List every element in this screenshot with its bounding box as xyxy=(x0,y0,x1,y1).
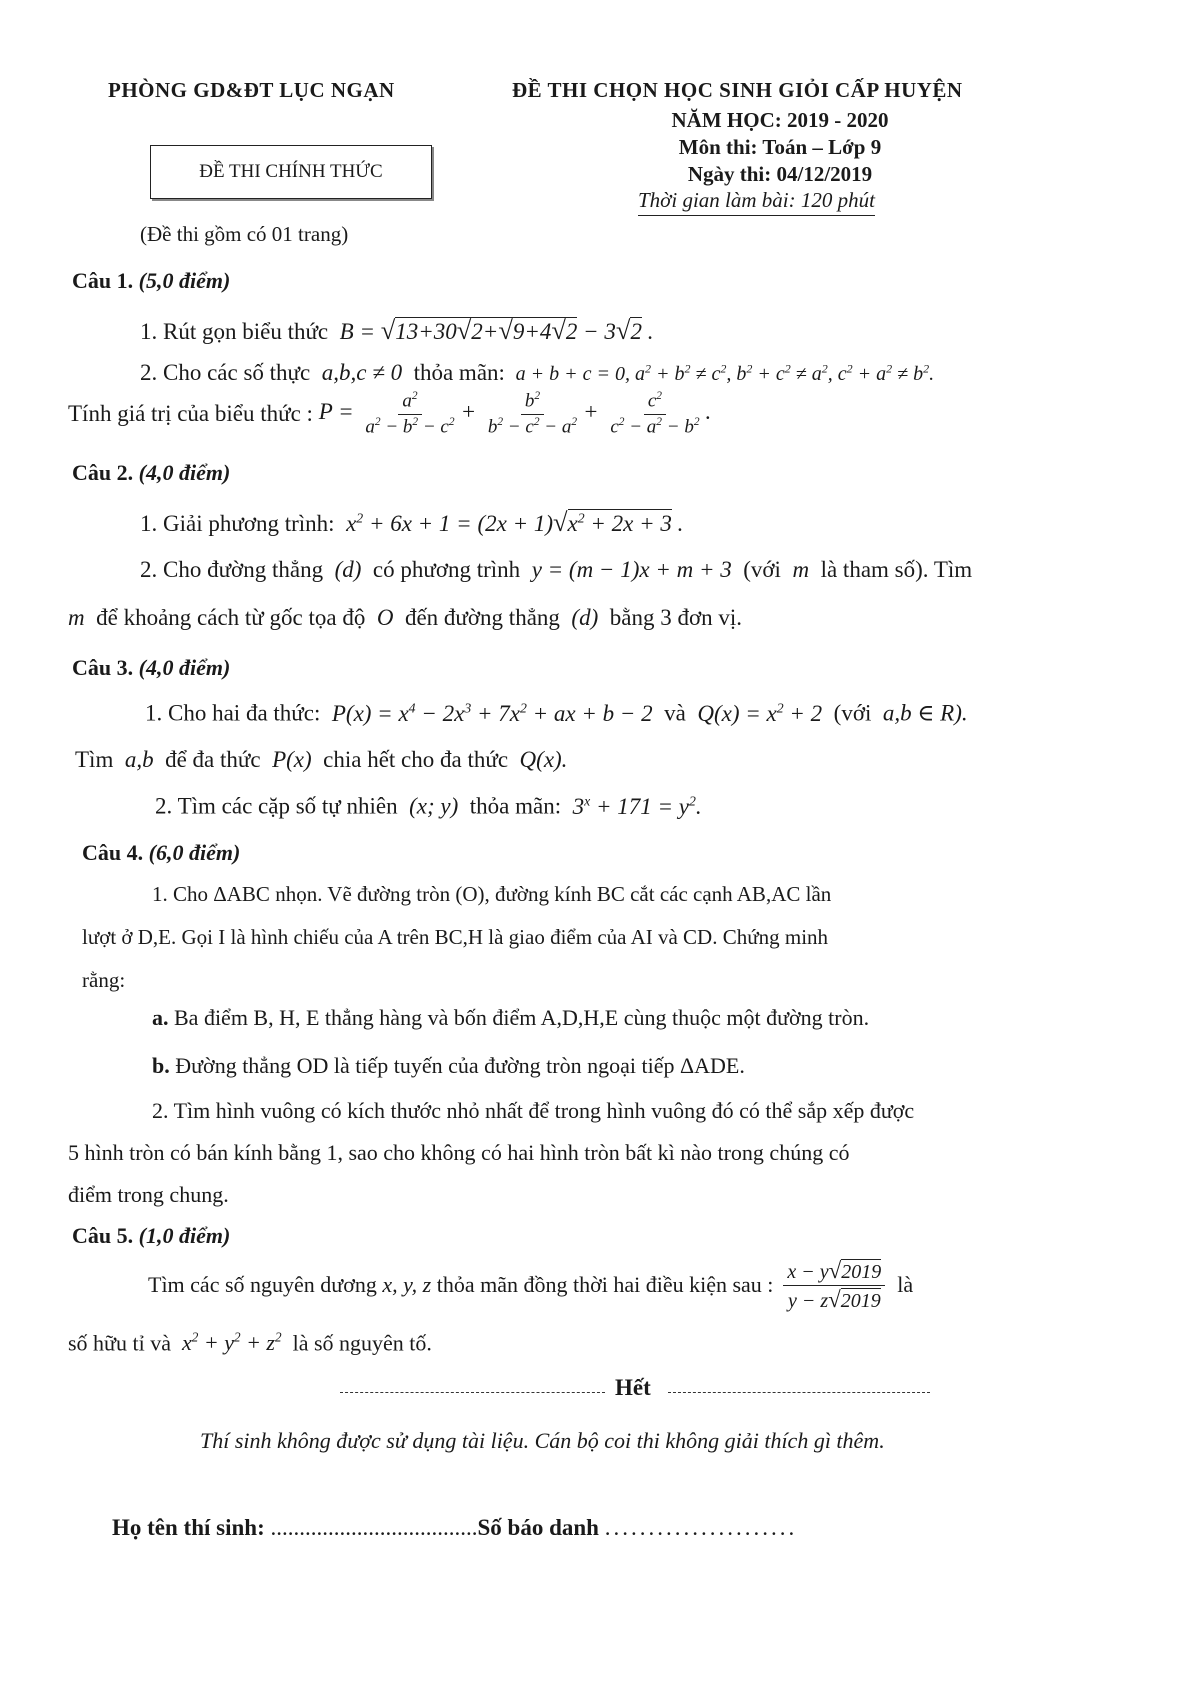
q2-param-m: m xyxy=(786,557,815,582)
q5-mid: thỏa mãn đồng thời hai điều kiện sau : xyxy=(436,1272,774,1297)
q2-line-d: (d) xyxy=(328,557,368,582)
q5-line2-text: số hữu tỉ và xyxy=(68,1330,171,1356)
q5-vars: x, y, z xyxy=(376,1272,437,1297)
q4-points: (6,0 điểm) xyxy=(148,840,241,865)
q5-end: là xyxy=(897,1272,914,1297)
q2-equation: $x^2 + 6x + 1 = (2x + 1)√x^2 + 2x + 3$ . xyxy=(340,507,684,537)
name-label: Họ tên thí sinh: xyxy=(112,1515,265,1540)
footer-note: Thí sinh không được sử dụng tài liệu. Cán bộ coi thi không giải thích gì thêm. xyxy=(200,1428,885,1453)
q1-part3 xyxy=(68,388,711,440)
q1-points: (5,0 điểm) xyxy=(138,268,231,293)
q3-points: (4,0 điểm) xyxy=(138,655,231,680)
q2-heading xyxy=(72,460,230,486)
q3-title: Câu 3. xyxy=(72,655,134,680)
q2-part2 xyxy=(140,557,972,583)
q3-qx: Q(x). xyxy=(513,747,568,772)
q2-m: m xyxy=(68,605,91,630)
q2-title: Câu 2. xyxy=(72,460,134,485)
q2-origin: O xyxy=(371,605,400,630)
q3-part3 xyxy=(155,793,702,820)
q3-part2-text: Tìm xyxy=(75,747,114,772)
q5-sum-squares: $x^2 + y^2 + z^2$ xyxy=(176,1330,282,1356)
q2-part2-end2: là tham số). Tìm xyxy=(820,557,973,582)
q4-line1: 1. Cho ΔABC nhọn. Vẽ đường tròn (O), đường kính BC cắt các cạnh AB,AC lần xyxy=(152,882,832,906)
q3-px: P(x) xyxy=(266,747,318,772)
q3-part3-mid: thỏa mãn: xyxy=(469,793,562,819)
q4-line3: rằng: xyxy=(82,968,126,992)
q3-ab-in-r: a,b ∈ R). xyxy=(877,700,968,726)
q3-diophantine: $3^x + 171 = y^2$. xyxy=(566,793,702,819)
q5-line1 xyxy=(148,1250,913,1320)
name-dots: .................................... xyxy=(270,1515,478,1540)
q1-vars: a,b,c ≠ 0 xyxy=(315,360,408,385)
q1-formula-b: B = √13+30√2+√9+4√2 − 3√2 . xyxy=(333,315,654,345)
q5-line2 xyxy=(68,1330,432,1356)
q3-part2 xyxy=(75,747,567,773)
q3-heading xyxy=(72,655,230,681)
q2-points: (4,0 điểm) xyxy=(138,460,231,485)
q3-part1-end: (với xyxy=(833,700,872,726)
q4-b-text: Đường thẳng OD là tiếp tuyến của đường tròn ngoại tiếp ΔADE. xyxy=(175,1053,745,1078)
q4-line2: lượt ở D,E. Gọi I là hình chiếu của A trên BC,H là giao điểm của AI và CD. Chứng minh xyxy=(82,925,829,949)
q3-ab: a,b xyxy=(119,747,160,772)
q2-part3-text: để khoảng cách từ gốc tọa độ xyxy=(96,605,366,630)
q4-heading xyxy=(82,840,240,866)
q4-line5: 5 hình tròn có bán kính bằng 1, sao cho không có hai hình tròn bất kì nào trong chúng có xyxy=(68,1140,850,1165)
exam-date: Ngày thi: 04/12/2019 xyxy=(687,162,873,186)
q2-part2-text: 2. Cho đường thẳng xyxy=(140,557,324,582)
q4-a-label: a. xyxy=(152,1005,169,1030)
q1-part1-text: 1. Rút gọn biểu thức xyxy=(140,319,329,344)
exam-duration: Thời gian làm bài: 120 phút xyxy=(638,188,875,216)
q3-part2-mid2: chia hết cho đa thức xyxy=(323,747,509,772)
q3-part2-mid: để đa thức xyxy=(165,747,261,772)
q2-part2-mid: có phương trình xyxy=(372,557,521,582)
q4-a-text: Ba điểm B, H, E thẳng hàng và bốn điểm A,D,H,E cùng thuộc một đường tròn. xyxy=(174,1005,870,1030)
end-separator-left xyxy=(340,1392,605,1393)
candidate-info xyxy=(112,1515,797,1541)
q3-part1 xyxy=(145,700,968,727)
exam-title: ĐỀ THI CHỌN HỌC SINH GIỎI CẤP HUYỆN xyxy=(512,78,963,102)
q5-line2-end: là số nguyên tố. xyxy=(292,1330,432,1356)
official-label: ĐỀ THI CHÍNH THỨC xyxy=(150,145,432,199)
pages-note: (Đề thi gồm có 01 trang) xyxy=(140,222,349,246)
school-year: NĂM HỌC: 2019 - 2020 xyxy=(671,108,889,132)
q4-title: Câu 4. xyxy=(82,840,144,865)
q1-part2 xyxy=(140,360,934,386)
q3-poly-p: $P(x) = x^4 - 2x^3 + 7x^2$ + ax + b − 2 xyxy=(326,700,659,726)
q3-poly-q: $Q(x) = x^2 + 2$ xyxy=(691,700,828,726)
q1-conditions: a + b + c = 0, $a^2 + b^2 \ne c^2$, $b^2 + c^2 \ne a^2$, $c^2 + a^2 \ne b^2$. xyxy=(510,361,935,385)
q5-heading xyxy=(72,1223,230,1249)
q2-part3-mid: đến đường thẳng xyxy=(404,605,560,630)
q5-points: (1,0 điểm) xyxy=(138,1223,231,1248)
id-label: Số báo danh xyxy=(477,1515,599,1540)
q2-part3 xyxy=(68,605,742,631)
q5-text: Tìm các số nguyên dương xyxy=(148,1272,377,1297)
subject: Môn thi: Toán – Lớp 9 xyxy=(678,135,882,159)
q4-part-a xyxy=(152,1005,869,1031)
q3-part3-text: 2. Tìm các cặp số tự nhiên xyxy=(155,793,398,819)
q3-pair: (x; y) xyxy=(403,793,465,819)
end-separator-right xyxy=(668,1392,930,1393)
q4-line6: điểm trong chung. xyxy=(68,1182,229,1207)
q2-d: (d) xyxy=(565,605,604,630)
q2-part1-text: 1. Giải phương trình: xyxy=(140,511,335,536)
end-mark: Hết xyxy=(615,1375,651,1400)
q1-heading xyxy=(72,268,230,294)
q2-part1 xyxy=(140,507,683,538)
q2-line-eq: y = (m − 1)x + m + 3 xyxy=(525,557,738,582)
q5-title: Câu 5. xyxy=(72,1223,134,1248)
id-dots: ...................... xyxy=(604,1515,798,1540)
q5-fraction: $\frac{x - y√2019}{y - z√2019}$ xyxy=(783,1258,885,1313)
q4-part-b xyxy=(152,1053,745,1079)
q1-part1 xyxy=(140,315,653,346)
q1-part2-cond: thỏa mãn: xyxy=(413,360,505,385)
office-name: PHÒNG GD&ĐT LỤC NGẠN xyxy=(108,78,395,102)
q1-formula-p: P = $\frac{a^2}{a^2 - b^2 - c^2}$ + $\frac{b^2}{b^2 - c^2 - a^2}$ + $\frac{c^2}{c^2 - a^2 - b^2}$ . xyxy=(312,390,712,437)
q3-part1-text: 1. Cho hai đa thức: xyxy=(145,700,321,726)
q1-part2-text: 2. Cho các số thực xyxy=(140,360,311,385)
q1-title: Câu 1. xyxy=(72,268,134,293)
q4-line4: 2. Tìm hình vuông có kích thước nhỏ nhất để trong hình vuông đó có thể sắp xếp được xyxy=(152,1098,915,1123)
q1-part3-text: Tính giá trị của biểu thức : xyxy=(68,401,313,426)
q4-b-label: b. xyxy=(152,1053,170,1078)
q2-part2-end: (với xyxy=(743,557,781,582)
q3-and: và xyxy=(664,700,686,726)
q2-part3-end: bằng 3 đơn vị. xyxy=(609,605,742,630)
